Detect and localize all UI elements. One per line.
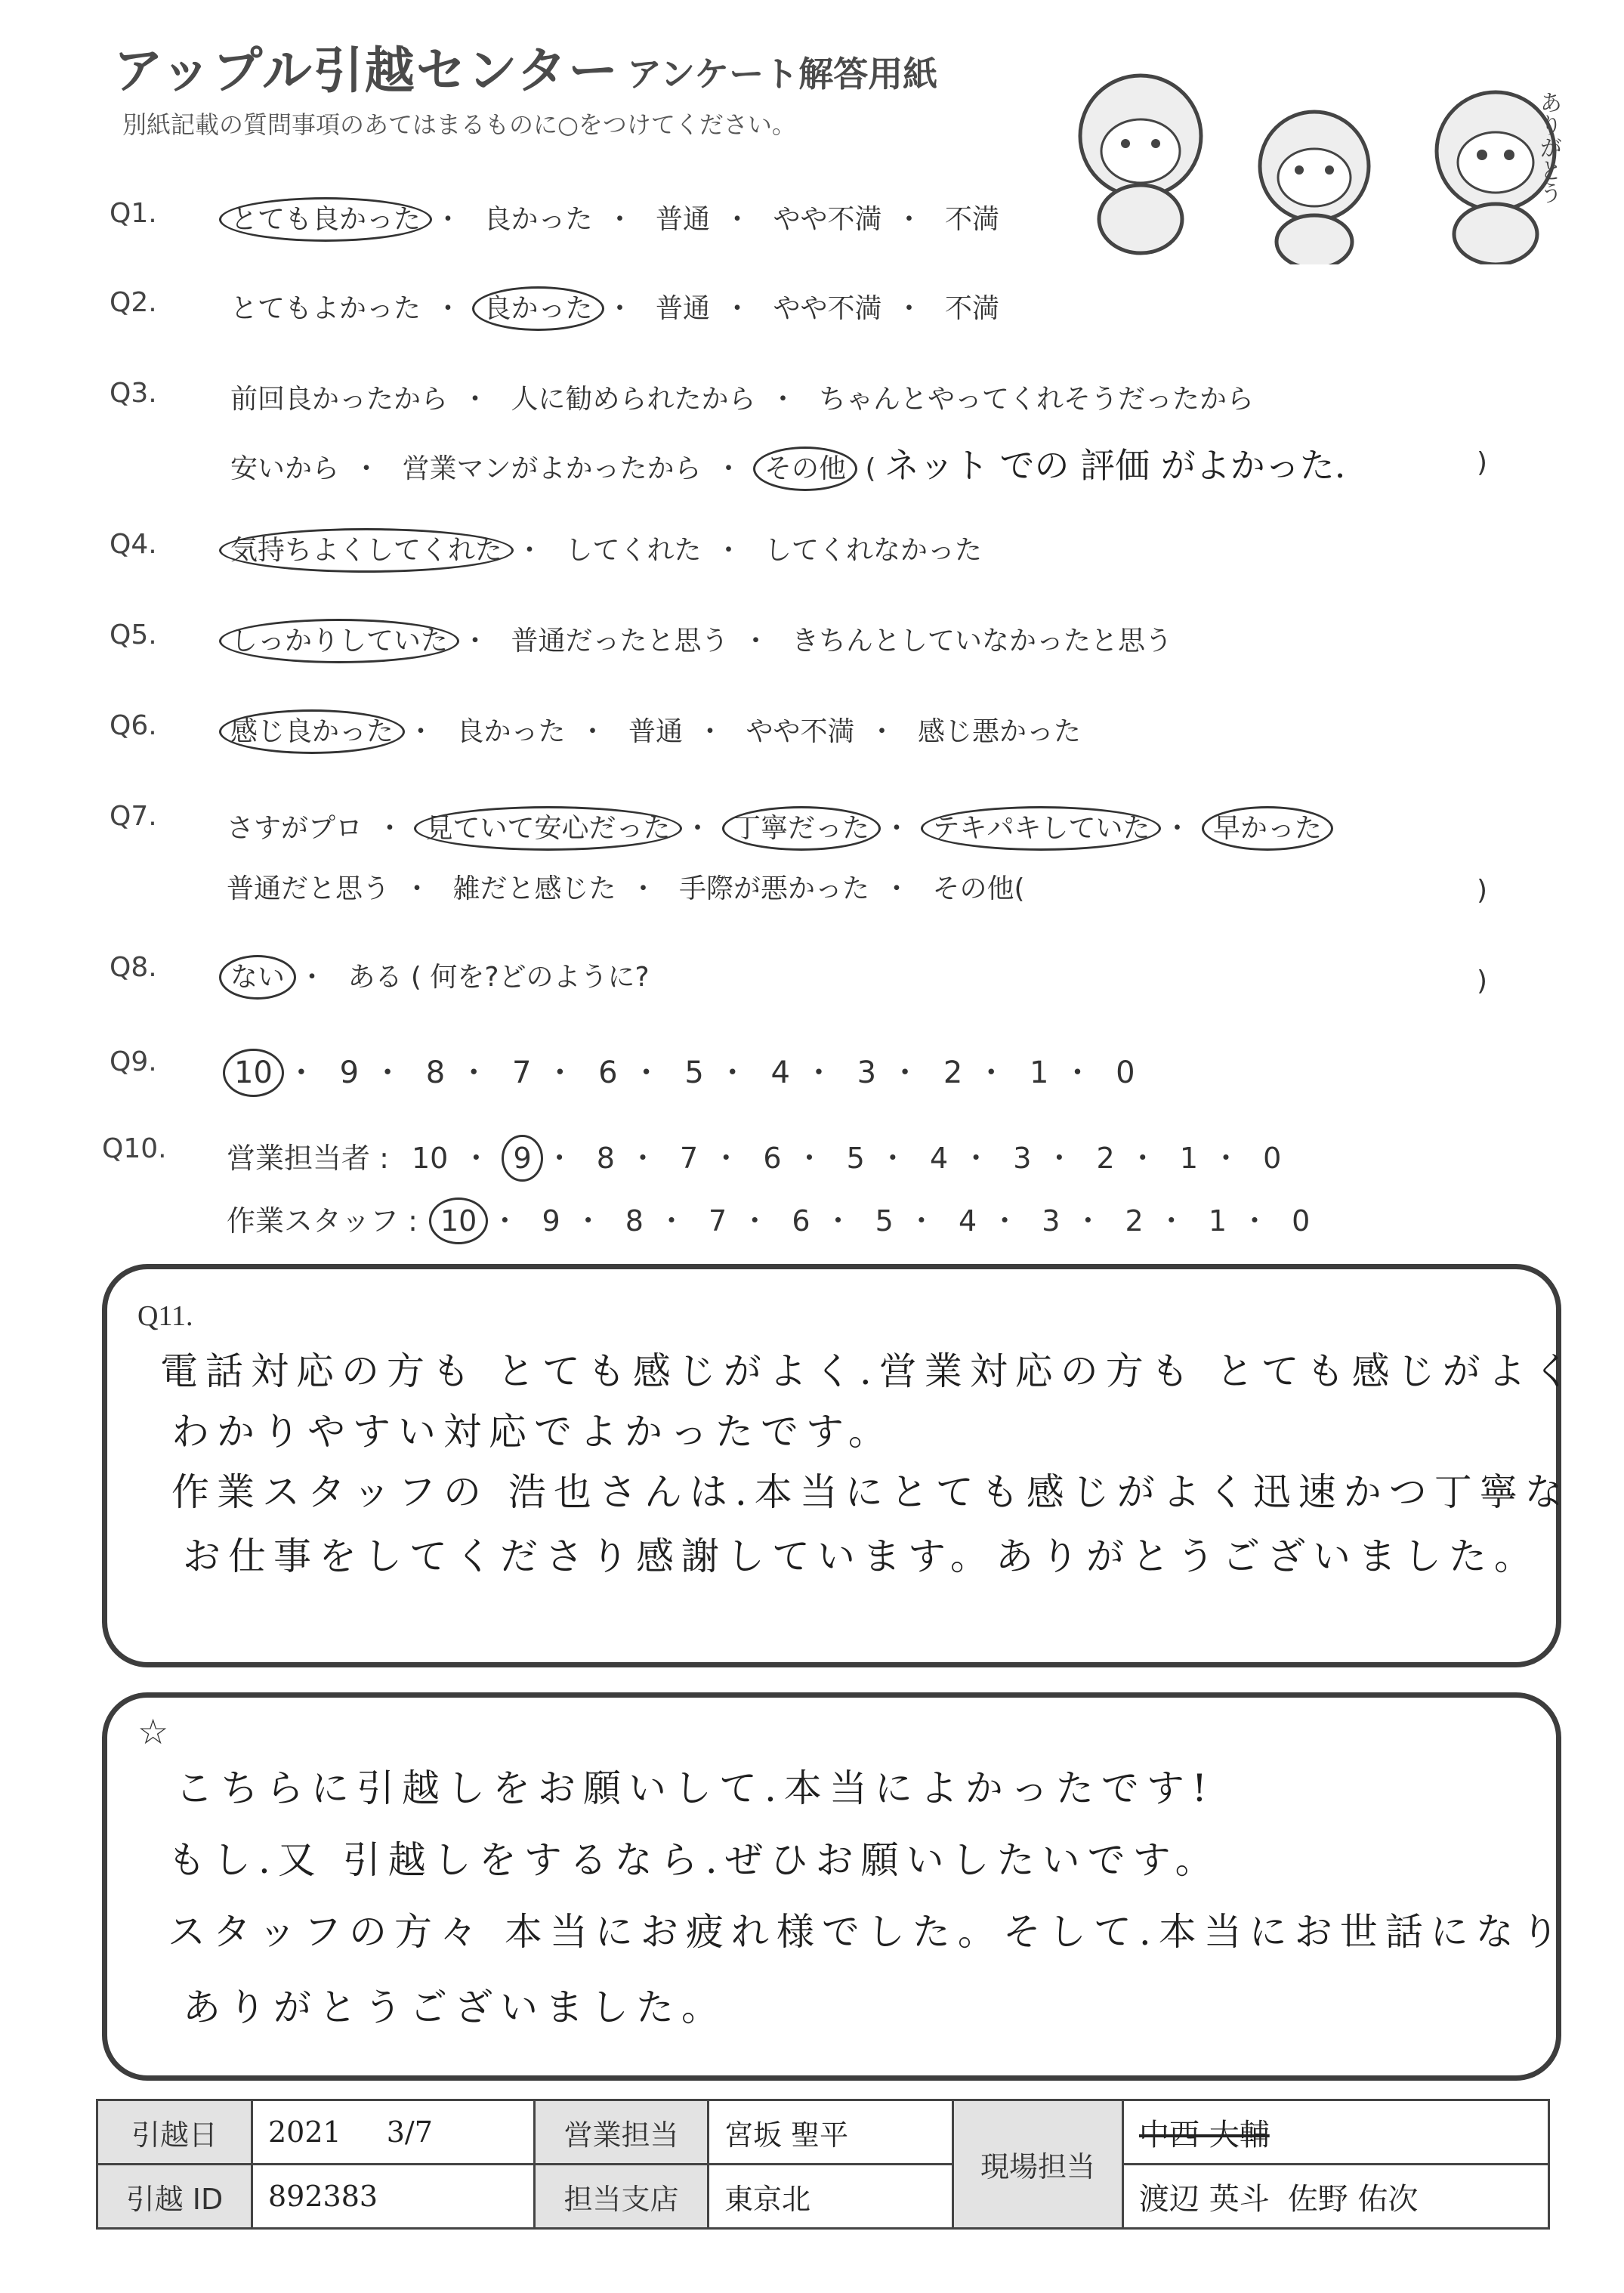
q9-option[interactable]: 7 bbox=[511, 1055, 532, 1090]
q7-close-paren: ) bbox=[1477, 875, 1488, 906]
q10-staff-option[interactable]: 9 bbox=[542, 1204, 560, 1238]
q11-label: Q11. bbox=[137, 1300, 193, 1332]
q2-option[interactable]: とてもよかった bbox=[230, 293, 421, 324]
q9-option[interactable]: 2 bbox=[943, 1055, 963, 1090]
q3-option[interactable]: ちゃんとやってくれそうだったから bbox=[818, 384, 1254, 415]
star-line: こちらに引越しをお願いして.本当によかったです! bbox=[175, 1766, 1215, 1810]
q6-option-selected[interactable]: 感じ良かった bbox=[219, 709, 405, 754]
q11-line: 電話対応の方も とても感じがよく.営業対応の方も とても感じがよく bbox=[160, 1349, 1579, 1393]
q2-option-selected[interactable]: 良かった bbox=[472, 286, 604, 331]
q9-options: 10 ・ 9 ・ 8 ・ 7 ・ 6 ・ 5 ・ 4 ・ 3 ・ 2 ・ 1 ・ 0 bbox=[234, 1049, 1135, 1092]
q9-option[interactable]: 6 bbox=[598, 1055, 618, 1090]
q7-option-selected[interactable]: 早かった bbox=[1202, 806, 1333, 851]
sales-name[interactable]: 宮坂 聖平 bbox=[709, 2100, 953, 2165]
move-date-year: 2021 bbox=[268, 2115, 341, 2149]
q10-sales-option[interactable]: 7 bbox=[680, 1142, 699, 1175]
q1-option[interactable]: 普通 bbox=[655, 204, 710, 235]
q10-staff-option[interactable]: 5 bbox=[875, 1204, 894, 1238]
q1-options: とても良かった ・ 良かった ・ 普通 ・ やや不満 ・ 不満 bbox=[230, 198, 999, 236]
q10-staff-row: 作業スタッフ : 10 ・ 9 ・ 8 ・ 7 ・ 6 ・ 5 ・ 4 ・ 3 ・ 2 ・ 1 ・ 0 bbox=[227, 1197, 1310, 1239]
site-staff-1[interactable] bbox=[1123, 2100, 1549, 2165]
q11-comment-box[interactable] bbox=[102, 1264, 1579, 1667]
q10-staff-option[interactable]: 7 bbox=[709, 1204, 727, 1238]
star-line: スタッフの方々 本当にお疲れ様でした。そして.本当にお世話になり bbox=[168, 1910, 1567, 1954]
q5-label: Q5. bbox=[110, 620, 157, 651]
q10-staff-option[interactable]: 0 bbox=[1292, 1204, 1311, 1238]
q10-staff-option[interactable]: 6 bbox=[792, 1204, 810, 1238]
q10-sales-option[interactable]: 5 bbox=[846, 1142, 865, 1175]
q8-option-selected[interactable]: ない bbox=[219, 955, 296, 1000]
q4-option-selected[interactable]: 気持ちよくしてくれた bbox=[219, 528, 514, 573]
star-line: ありがとうございました。 bbox=[183, 1986, 727, 2029]
site-label: 現場担当 bbox=[953, 2100, 1123, 2229]
site-staff-name: 渡辺 英斗 bbox=[1139, 2181, 1270, 2217]
q6-option[interactable]: 良かった bbox=[456, 716, 566, 747]
q8-close-paren: ) bbox=[1477, 966, 1488, 997]
star-icon: ☆ bbox=[137, 1713, 169, 1751]
q3-other-answer: ネット での 評価 がよかった. bbox=[884, 445, 1346, 486]
q10-sales-label: 営業担当者 : bbox=[227, 1142, 389, 1175]
q7-options-line2: 普通だと思う ・ 雑だと感じた ・ 手際が悪かった ・ その他( bbox=[227, 873, 1025, 904]
company-title: アップル引越センター bbox=[113, 42, 620, 100]
move-date-md: 3/7 bbox=[386, 2115, 433, 2149]
move-date-value[interactable] bbox=[252, 2100, 535, 2165]
q10-sales-option[interactable]: 6 bbox=[763, 1142, 782, 1175]
q8-label: Q8. bbox=[110, 952, 157, 983]
q9-option[interactable]: 1 bbox=[1030, 1055, 1049, 1090]
q3-option-selected[interactable]: その他 bbox=[753, 447, 857, 491]
q3-option[interactable]: 人に勧められたから bbox=[511, 384, 756, 415]
q3-option[interactable]: 営業マンがよかったから bbox=[402, 453, 702, 484]
monkey-mascots-illustration bbox=[1050, 45, 1594, 264]
q10-staff-option[interactable]: 8 bbox=[625, 1204, 644, 1238]
q7-option[interactable]: さすがプロ bbox=[227, 813, 363, 844]
q9-option[interactable]: 0 bbox=[1116, 1055, 1135, 1090]
q10-sales-option[interactable]: 2 bbox=[1096, 1142, 1115, 1175]
instructions: 別紙記載の質問事項のあてはまるものに○をつけてください。 bbox=[122, 110, 796, 139]
q7-label: Q7. bbox=[110, 801, 157, 832]
q9-option[interactable]: 4 bbox=[770, 1055, 790, 1090]
q7-option-selected[interactable]: テキパキしていた bbox=[921, 806, 1161, 851]
q1-option[interactable]: やや不満 bbox=[773, 204, 882, 235]
branch-value[interactable]: 東京北 bbox=[709, 2165, 953, 2229]
q7-option[interactable]: 雑だと感じた bbox=[452, 873, 616, 904]
q4-option[interactable]: してくれなかった bbox=[764, 535, 982, 566]
q6-label: Q6. bbox=[110, 710, 157, 741]
q10-sales-option[interactable]: 3 bbox=[1013, 1142, 1032, 1175]
q11-line: お仕事をしてくださり感謝しています。ありがとうございました。 bbox=[183, 1534, 1539, 1578]
q9-label: Q9. bbox=[110, 1046, 157, 1077]
q10-staff-label: 作業スタッフ : bbox=[227, 1204, 418, 1238]
q9-option[interactable]: 9 bbox=[339, 1055, 360, 1090]
q10-staff-option-selected[interactable]: 10 bbox=[429, 1197, 488, 1244]
q10-sales-option[interactable]: 10 bbox=[411, 1142, 449, 1175]
sales-label: 営業担当 bbox=[535, 2100, 709, 2165]
q4-options: 気持ちよくしてくれた ・ してくれた ・ してくれなかった bbox=[230, 529, 982, 567]
q10-sales-option[interactable]: 8 bbox=[596, 1142, 615, 1175]
site-staff-2[interactable] bbox=[1123, 2165, 1549, 2229]
q10-label: Q10. bbox=[102, 1133, 167, 1164]
q3-options-line2: 安いから ・ 営業マンがよかったから ・ その他 ( ネット での 評価 がよかった. bbox=[230, 438, 1345, 488]
q7-option[interactable]: 手際が悪かった bbox=[678, 873, 869, 904]
q7-option[interactable]: その他( bbox=[932, 873, 1025, 904]
site-staff-name: 佐野 佑次 bbox=[1287, 2181, 1419, 2217]
q10-staff-option[interactable]: 4 bbox=[958, 1204, 977, 1238]
q10-sales-option-selected[interactable]: 9 bbox=[502, 1135, 542, 1182]
q6-options: 感じ良かった ・ 良かった ・ 普通 ・ やや不満 ・ 感じ悪かった bbox=[230, 710, 1081, 749]
q9-option[interactable]: 5 bbox=[684, 1055, 704, 1090]
q11-line: 作業スタッフの 浩也さんは.本当にとても感じがよく迅速かつ丁寧な bbox=[171, 1470, 1570, 1514]
q8-options: ない ・ ある ( 何を?どのように? bbox=[230, 956, 650, 994]
q10-sales-option[interactable]: 0 bbox=[1263, 1142, 1282, 1175]
q3-close-paren: ) bbox=[1477, 447, 1488, 478]
site-staff-name: 中西 大輔 bbox=[1139, 2117, 1270, 2152]
q7-option-selected[interactable]: 丁寧だった bbox=[722, 806, 881, 851]
thanks-text: ありがとう bbox=[1535, 91, 1562, 204]
q1-option-selected[interactable]: とても良かった bbox=[219, 197, 432, 242]
q7-options-line1: さすがプロ ・ 見ていて安心だった ・ 丁寧だった ・ テキパキしていた ・ 早かった bbox=[227, 807, 1322, 845]
q4-label: Q4. bbox=[110, 529, 157, 560]
q1-option[interactable]: 良かった bbox=[483, 204, 593, 235]
q10-sales-row: 営業担当者 : 10 ・ 9 ・ 8 ・ 7 ・ 6 ・ 5 ・ 4 ・ 3 ・ 2 ・ 1 ・ 0 bbox=[227, 1135, 1281, 1176]
q6-option[interactable]: 感じ悪かった bbox=[917, 716, 1081, 747]
move-id-label: 引越 ID bbox=[97, 2165, 252, 2229]
q5-options: しっかりしていた ・ 普通だったと思う ・ きちんとしていなかったと思う bbox=[230, 620, 1172, 658]
q3-option[interactable]: 前回良かったから bbox=[230, 384, 449, 415]
q8-option[interactable]: ある ( 何を?どのように? bbox=[347, 962, 650, 993]
q3-option[interactable]: 安いから bbox=[230, 453, 340, 484]
q2-options: とてもよかった ・ 良かった ・ 普通 ・ やや不満 ・ 不満 bbox=[230, 287, 999, 326]
q2-label: Q2. bbox=[110, 287, 157, 318]
q2-option[interactable]: 不満 bbox=[944, 293, 999, 324]
q1-option[interactable]: 不満 bbox=[944, 204, 999, 235]
q10-staff-option[interactable]: 2 bbox=[1125, 1204, 1144, 1238]
q5-option-selected[interactable]: しっかりしていた bbox=[219, 619, 459, 663]
q6-option[interactable]: やや不満 bbox=[746, 716, 855, 747]
q4-option[interactable]: してくれた bbox=[565, 535, 702, 566]
q10-staff-option[interactable]: 1 bbox=[1208, 1204, 1227, 1238]
star-line: もし.又 引越しをするなら.ぜひお願いしたいです。 bbox=[168, 1838, 1221, 1882]
q10-sales-option[interactable]: 4 bbox=[929, 1142, 949, 1175]
q2-option[interactable]: やや不満 bbox=[773, 293, 882, 324]
q2-option[interactable]: 普通 bbox=[655, 293, 710, 324]
q7-option[interactable]: 普通だと思う bbox=[227, 873, 391, 904]
move-date-label: 引越日 bbox=[97, 2100, 252, 2165]
q6-option[interactable]: 普通 bbox=[628, 716, 683, 747]
q5-option[interactable]: きちんとしていなかったと思う bbox=[791, 626, 1172, 657]
q10-staff-option[interactable]: 3 bbox=[1042, 1204, 1061, 1238]
q3-options-line1: 前回良かったから ・ 人に勧められたから ・ ちゃんとやってくれそうだったから bbox=[230, 384, 1254, 415]
q3-label: Q3. bbox=[110, 378, 157, 409]
q9-option[interactable]: 8 bbox=[425, 1055, 446, 1090]
meta-table bbox=[96, 2099, 1550, 2230]
star-comment-box[interactable] bbox=[102, 1692, 1567, 2081]
q11-line: わかりやすい対応でよかったです。 bbox=[171, 1410, 894, 1454]
form-title: アンケート解答用紙 bbox=[627, 54, 938, 94]
q7-option-selected[interactable]: 見ていて安心だった bbox=[414, 806, 681, 851]
q5-option[interactable]: 普通だったと思う bbox=[511, 626, 729, 657]
q10-sales-option[interactable]: 1 bbox=[1179, 1142, 1199, 1175]
q9-option[interactable]: 3 bbox=[857, 1055, 877, 1090]
branch-label: 担当支店 bbox=[535, 2165, 709, 2229]
q1-label: Q1. bbox=[110, 198, 157, 229]
q9-option-selected[interactable]: 10 bbox=[223, 1049, 284, 1097]
move-id-value[interactable]: 892383 bbox=[252, 2165, 535, 2229]
